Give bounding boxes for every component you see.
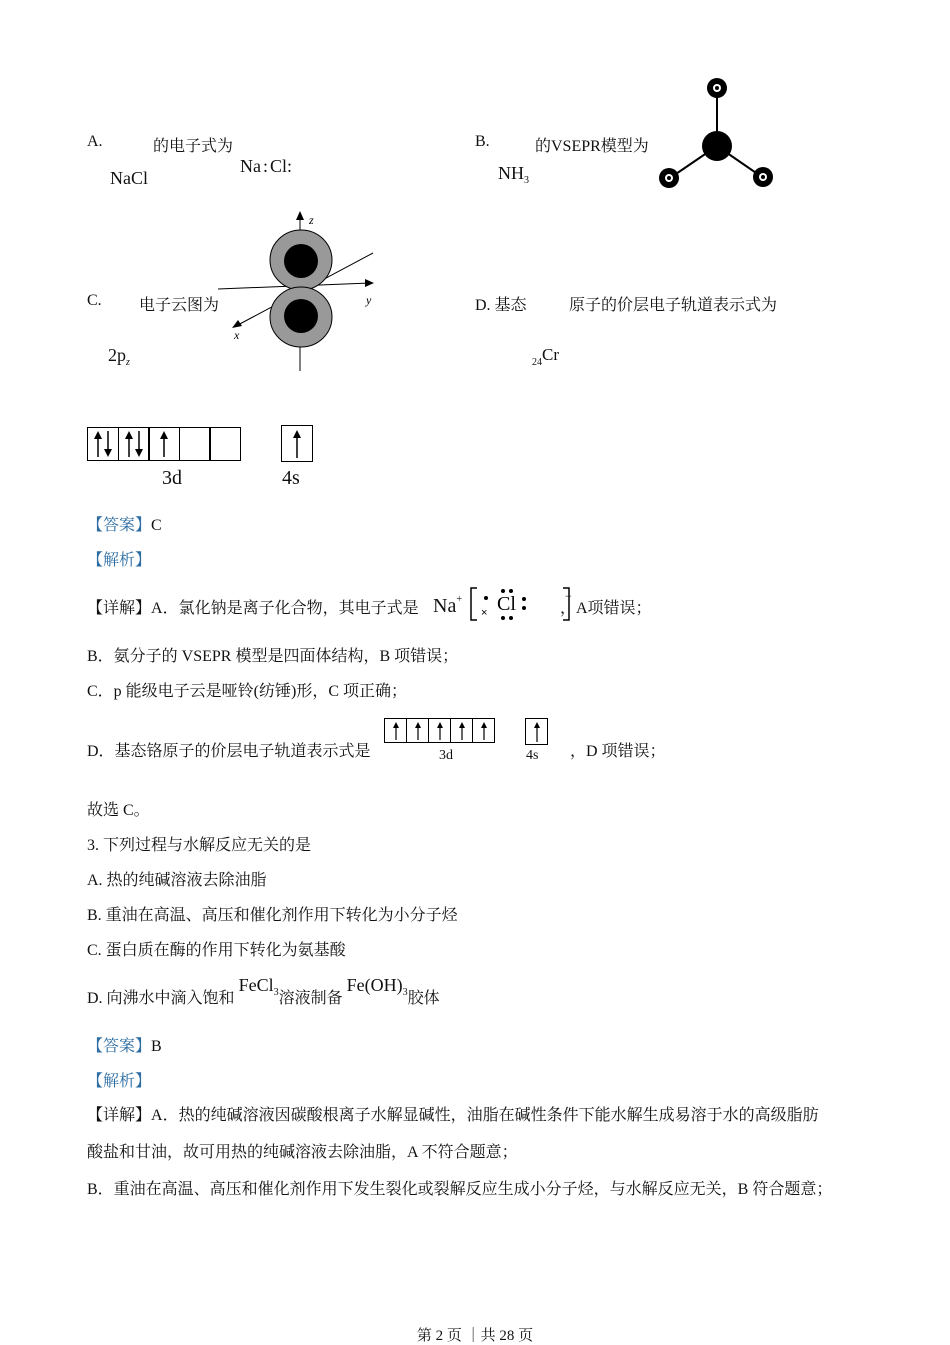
q3-detail-a1: 【详解】A．热的纯碱溶液因碳酸根离子水解显碱性，油脂在碱性条件下能水解生成易溶于水的高级脂肪	[87, 1107, 819, 1124]
orbital-3d-boxes	[87, 427, 241, 461]
q2-optD-element: $_{24}$Cr	[532, 345, 559, 368]
orbital-box	[118, 427, 150, 461]
q2-optA-formula: NaCl	[110, 168, 148, 188]
orbital-4s-box-small	[525, 718, 548, 745]
orbital-box	[450, 718, 473, 743]
q2-optD-label: D. 基态	[475, 297, 527, 314]
q3-detail-a2: 酸盐和甘油，故可用热的纯碱溶液去除油脂，A 不符合题意；	[87, 1144, 518, 1161]
axis-z-label: z	[309, 213, 314, 227]
vsepr-model-diagram	[655, 75, 780, 195]
orbital-box	[428, 718, 451, 743]
q2-optD-text: 原子的价层电子轨道表示式为	[569, 297, 778, 314]
q2-analysis-tag: 【解析】	[87, 552, 152, 569]
q2-optB-text: 的VSEPR模型为	[535, 138, 649, 155]
q2-detail-b: B．氨分子的 VSEPR 模型是四面体结构，B 项错误；	[87, 648, 459, 665]
feoh3-formula: $Fe(OH)_3$	[346, 975, 408, 998]
lewis-na: Na	[240, 156, 261, 176]
page-footer: 第 2 页 ｜共 28 页	[416, 1328, 534, 1344]
q3-answer: 【答案】B	[87, 1038, 162, 1055]
orbital-4s-label-small: 4s	[526, 748, 539, 763]
orbital-4s-box	[281, 425, 313, 462]
q2-detail-d: D．基态铬原子的价层电子轨道表示式是	[87, 743, 371, 760]
q2-detail-a: 【详解】A．氯化钠是离子化合物，其电子式是	[87, 600, 419, 617]
lewis-cl-symbol: Cl	[496, 593, 516, 615]
orbital-box	[281, 425, 313, 462]
q3-stem: 3. 下列过程与水解反应无关的是	[87, 837, 312, 854]
q2-optB-formula: $NH_3$	[498, 163, 529, 186]
q2-optA-label: A.	[87, 133, 103, 150]
lewis-cl: Cl	[270, 156, 288, 176]
orbital-4s-label: 4s	[282, 467, 300, 489]
orbital-box	[148, 427, 180, 461]
q2-optC-label: C.	[87, 292, 102, 309]
q3-optC: C. 蛋白质在酶的作用下转化为氨基酸	[87, 942, 346, 959]
q3-optA: A. 热的纯碱溶液去除油脂	[87, 872, 267, 889]
orbital-box	[209, 427, 241, 461]
orbital-3d-label: 3d	[162, 467, 182, 489]
q2-detail-a-end: ，A项错误；	[560, 600, 652, 617]
orbital-box	[179, 427, 211, 461]
q3-detail-b: B．重油在高温、高压和催化剂作用下发生裂化或裂解反应生成小分子烃，与水解反应无关，B 符合题意；	[87, 1181, 833, 1198]
lewis-nacl-formula: Na+ Cl × −	[433, 589, 572, 619]
axis-x-label: x	[234, 328, 240, 342]
q2-conclusion: 故选 C。	[87, 802, 150, 819]
orbital-box	[406, 718, 429, 743]
electron-cloud-diagram	[218, 208, 388, 374]
q2-optA-lewis: Na : Cl:	[240, 156, 293, 176]
axis-y-label: y	[366, 293, 372, 307]
orbital-box	[525, 718, 548, 745]
q2-optA-text: 的电子式为	[153, 138, 234, 155]
q2-optC-text: 电子云图为	[139, 297, 220, 314]
orbital-box	[472, 718, 495, 743]
fecl3-formula: FeCl$_3$	[238, 975, 279, 998]
orbital-box	[384, 718, 407, 743]
q3-analysis-tag: 【解析】	[87, 1073, 152, 1090]
q2-answer: 【答案】C	[87, 517, 162, 534]
q2-optC-formula: $2p_z$	[108, 345, 130, 368]
q2-detail-d-end: ，D 项错误；	[570, 743, 666, 760]
orbital-box	[87, 427, 119, 461]
q2-detail-c: C．p 能级电子云是哑铃(纺锤)形，C 项正确；	[87, 683, 408, 700]
q2-optB-label: B.	[475, 133, 490, 150]
orbital-3d-label-small: 3d	[439, 748, 453, 763]
svg-text:×: ×	[480, 607, 488, 619]
q3-optD: D. 向沸水中滴入饱和 FeCl$_3$溶液制备 $Fe(OH)_3$胶体	[87, 975, 440, 1007]
q3-optB: B. 重油在高温、高压和催化剂作用下转化为小分子烃	[87, 907, 458, 924]
orbital-3d-boxes-small	[384, 718, 495, 743]
